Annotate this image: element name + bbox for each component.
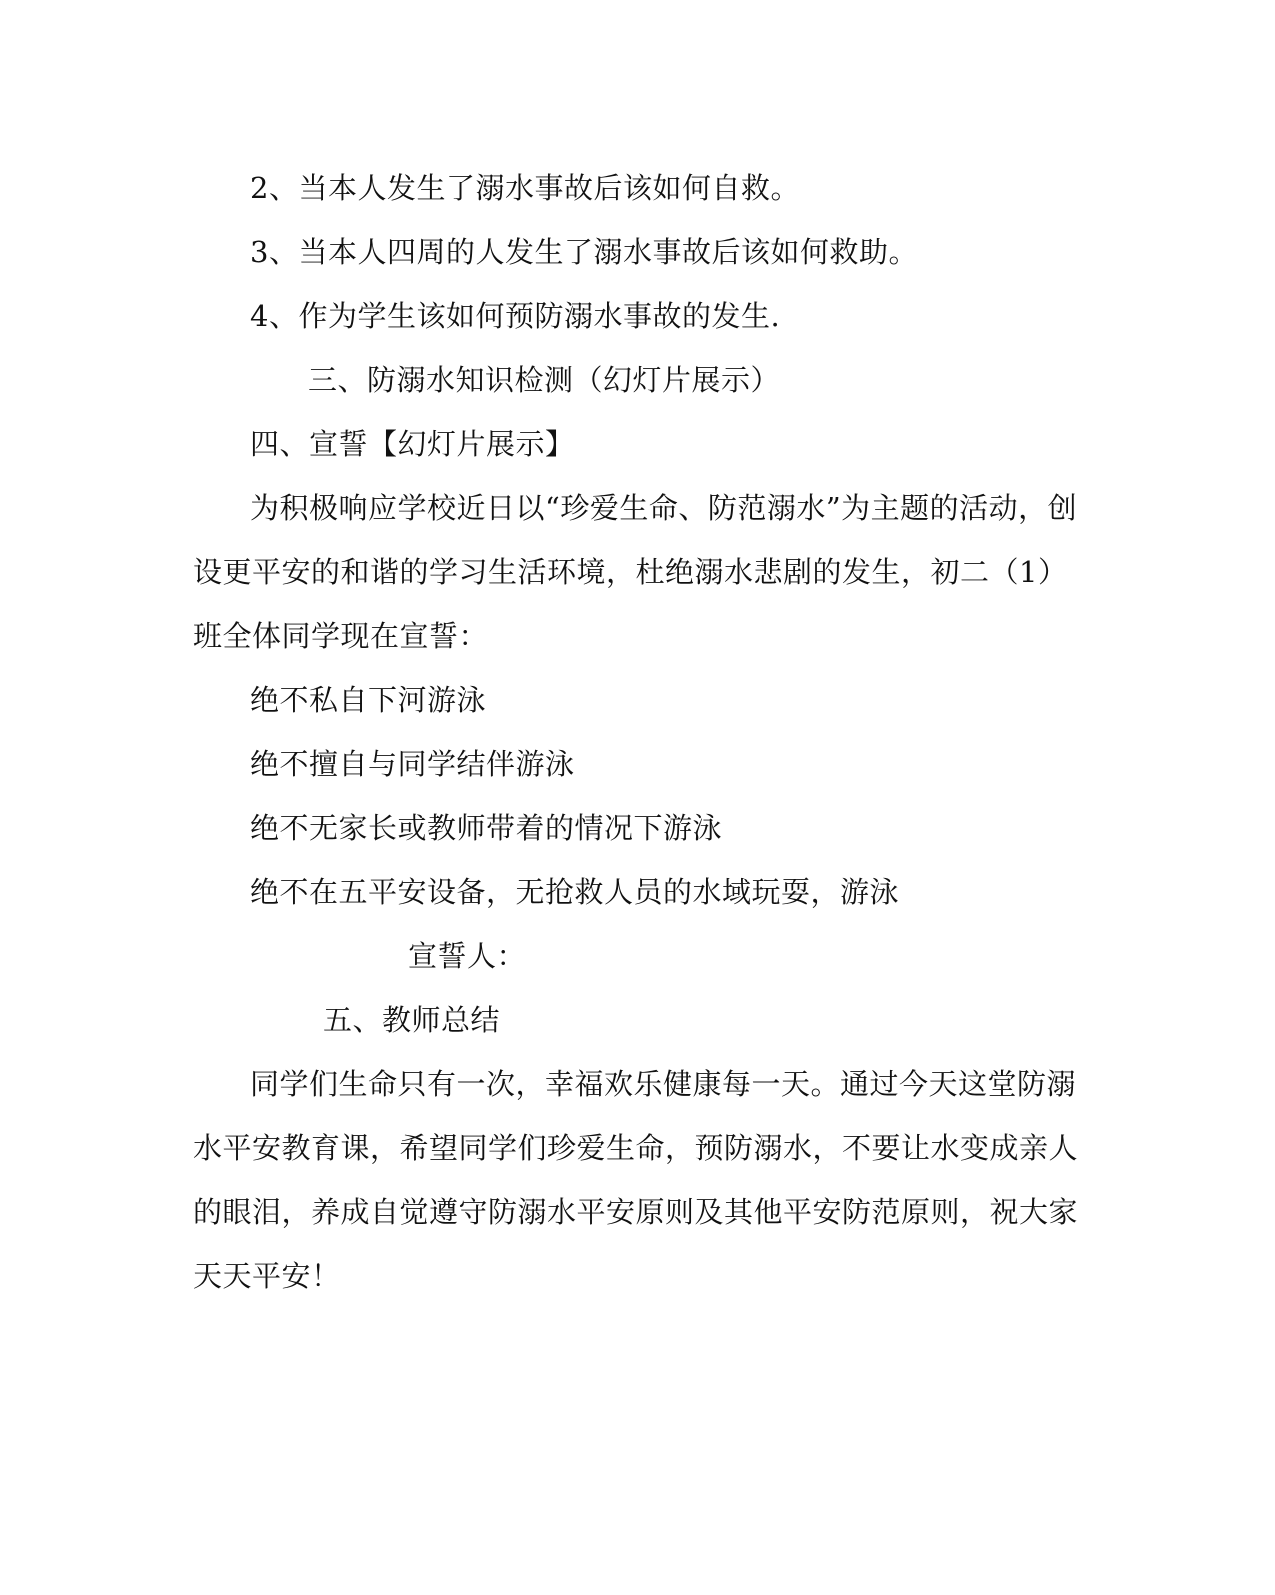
- oath-intro-line-3: 班全体同学现在宣誓：: [193, 619, 489, 653]
- summary-line-4: 天天平安！: [193, 1259, 341, 1293]
- list-item-3: 3、当本人四周的人发生了溺水事故后该如何救助。: [250, 235, 918, 269]
- list-item-2: 2、当本人发生了溺水事故后该如何自救。: [250, 171, 800, 205]
- summary-line-3: 的眼泪，养成自觉遵守防溺水平安原则及其他平安防范原则，祝大家: [193, 1195, 1079, 1229]
- summary-line-1: 同学们生命只有一次，幸福欢乐健康每一天。通过今天这堂防溺: [250, 1067, 1077, 1101]
- section-heading-4: 四、宣誓【幻灯片展示】: [250, 427, 575, 461]
- summary-line-2: 水平安教育课，希望同学们珍爱生命，预防溺水，不要让水变成亲人: [193, 1131, 1079, 1165]
- oath-item-2: 绝不擅自与同学结伴游泳: [250, 747, 575, 781]
- oath-item-4: 绝不在五平安设备，无抢救人员的水域玩耍，游泳: [250, 875, 900, 909]
- list-item-4: 4、作为学生该如何预防溺水事故的发生.: [250, 299, 781, 333]
- section-heading-3: 三、防溺水知识检测（幻灯片展示）: [308, 363, 781, 397]
- oath-intro-line-2: 设更平安的和谐的学习生活环境，杜绝溺水悲剧的发生，初二（1）: [193, 555, 1068, 589]
- oath-item-3: 绝不无家长或教师带着的情况下游泳: [250, 811, 723, 845]
- oath-item-1: 绝不私自下河游泳: [250, 683, 487, 717]
- oath-signer-label: 宣誓人：: [408, 939, 527, 973]
- section-heading-5: 五、教师总结: [323, 1003, 501, 1037]
- oath-intro-line-1: 为积极响应学校近日以“珍爱生命、防范溺水”为主题的活动，创: [250, 491, 1078, 525]
